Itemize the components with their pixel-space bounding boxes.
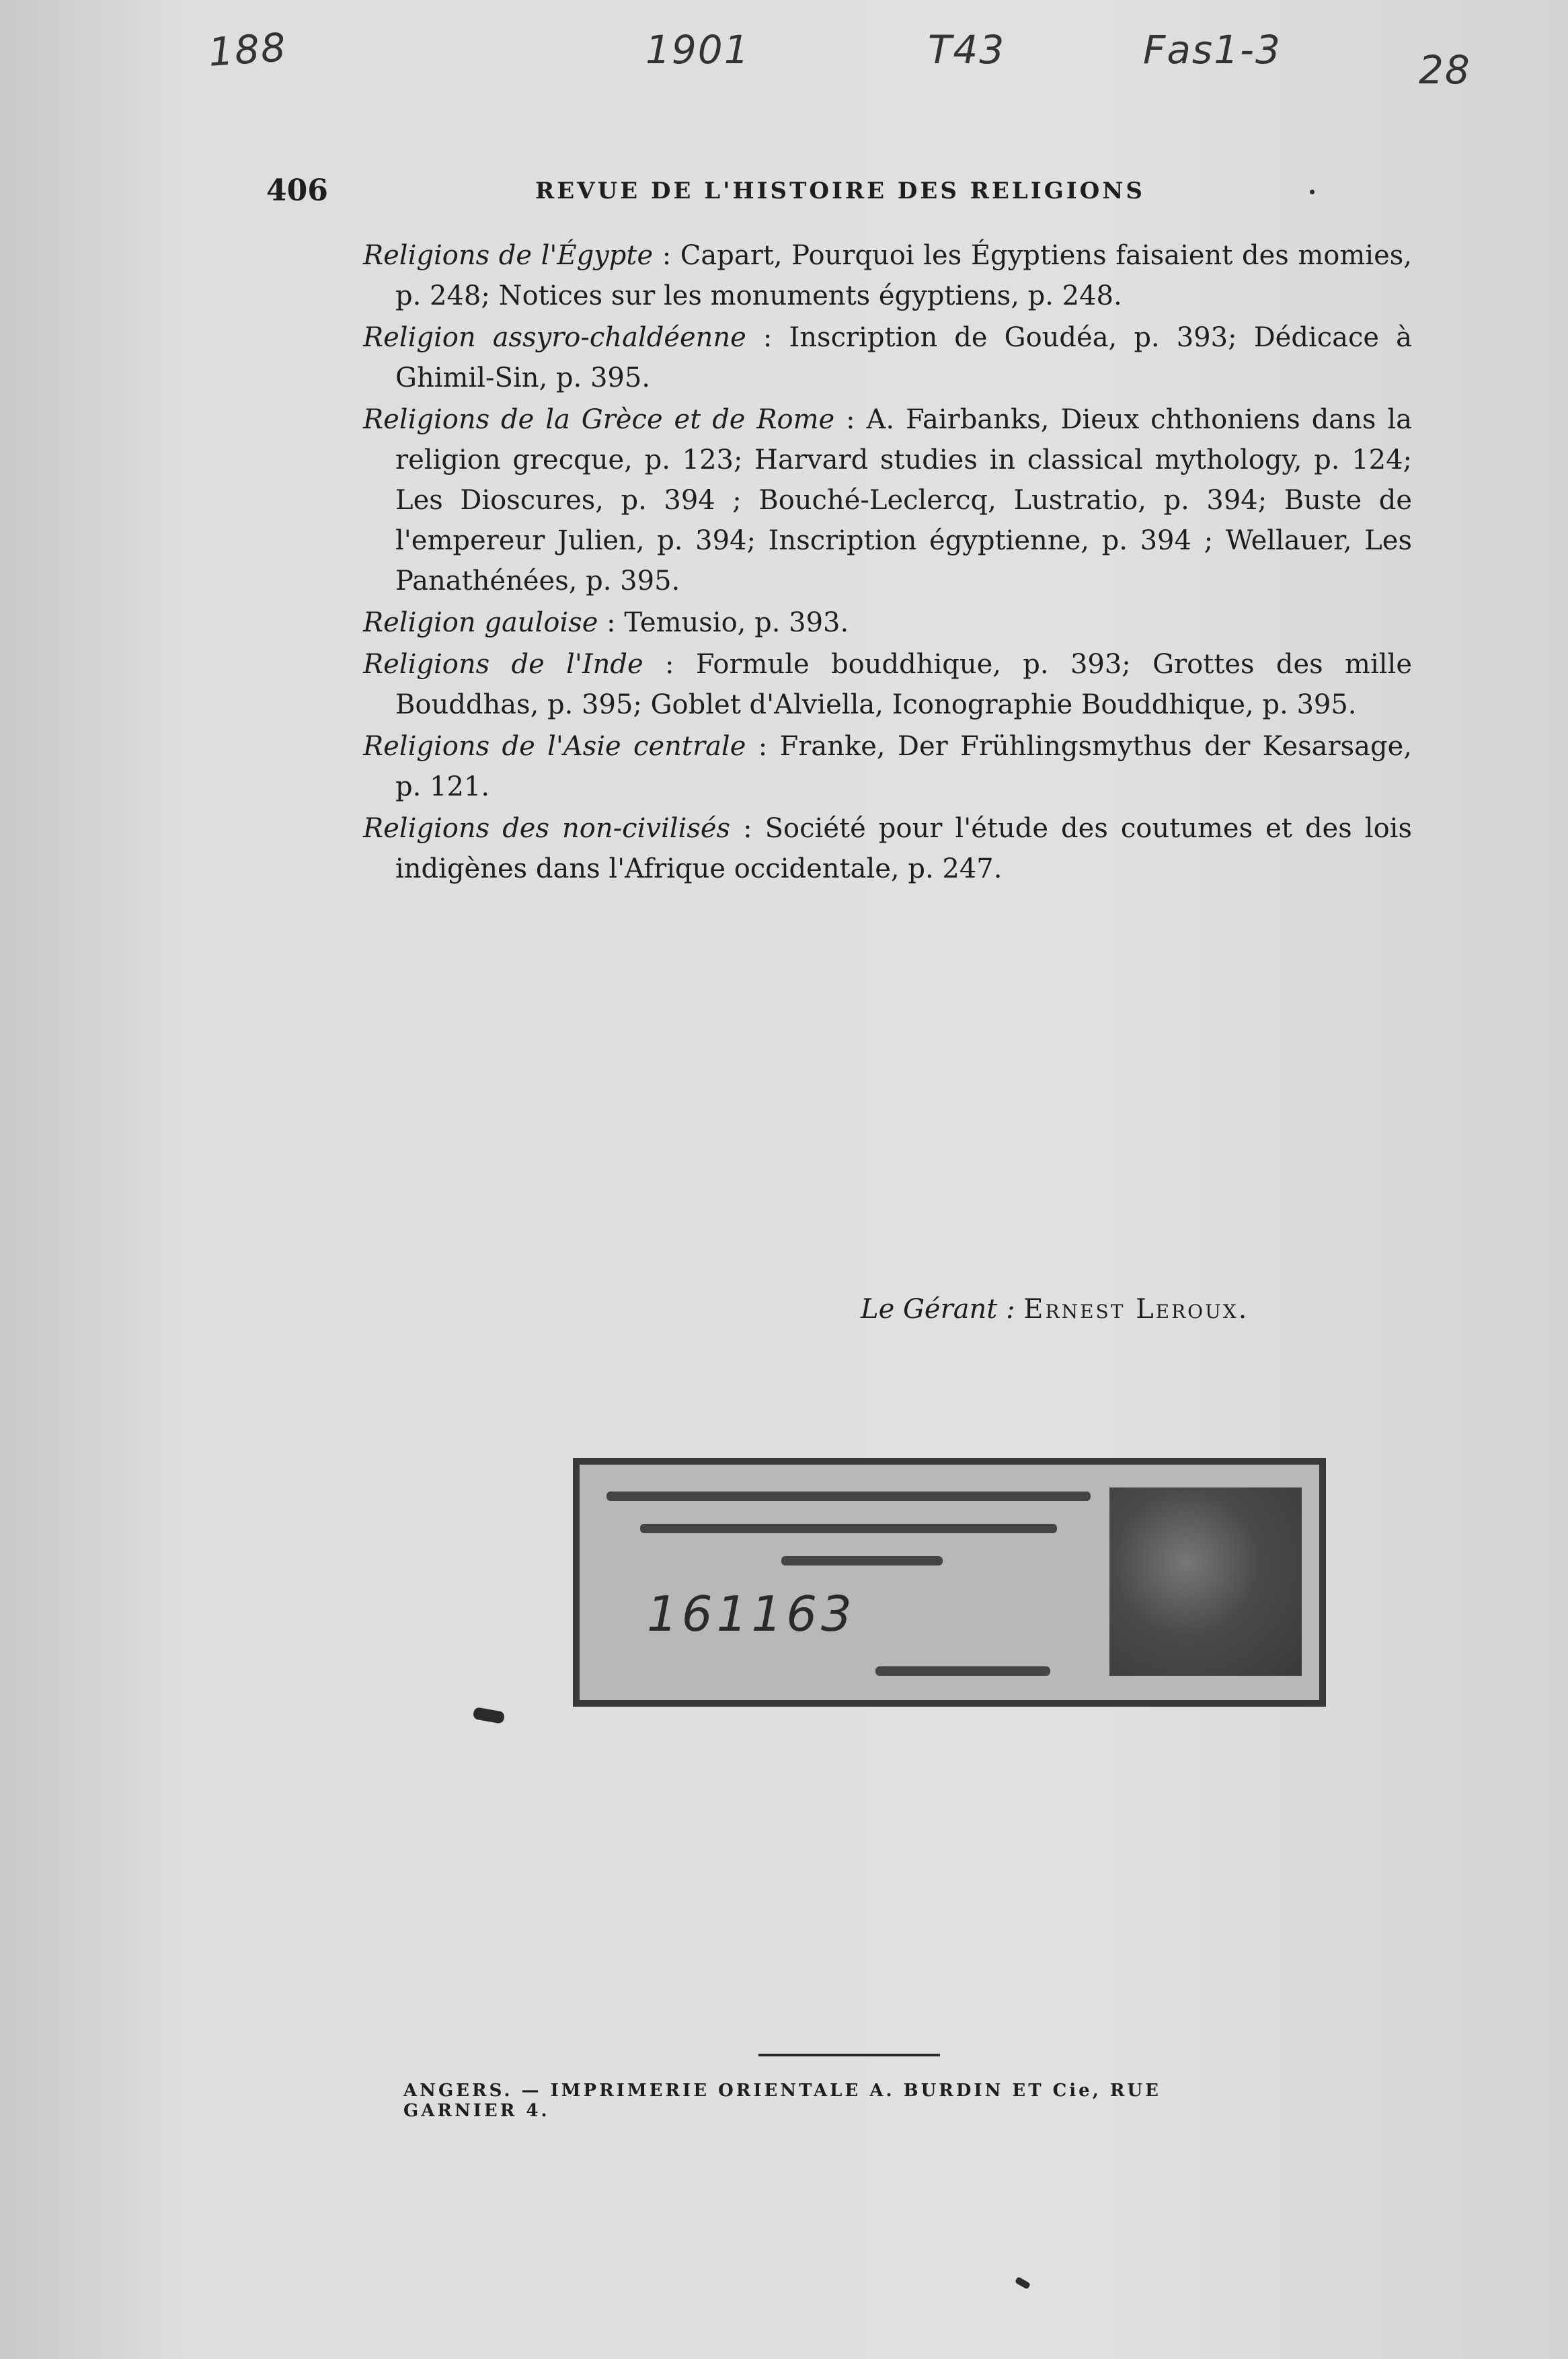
index-entry xyxy=(363,317,1412,398)
entry-text: : Inscription de Goudéa, p. 393; Dédicace à Ghimil-Sin, p. 395. xyxy=(395,322,1412,393)
entry-text: : Franke, Der Frühlingsmythus der Kesarsage, p. 121. xyxy=(395,731,1413,802)
publisher-signature xyxy=(861,1294,1249,1325)
stamp-arabic-line xyxy=(875,1666,1050,1676)
index-entry xyxy=(363,644,1412,725)
entry-label: Religions de la Grèce et de Rome xyxy=(363,404,835,435)
handwritten-note: 1901 xyxy=(645,27,750,73)
stamp-arabic-line xyxy=(781,1556,943,1565)
index-list xyxy=(363,235,1412,890)
handwritten-note: T43 xyxy=(928,27,1006,73)
index-entry xyxy=(363,235,1412,316)
entry-label: Religion gauloise xyxy=(363,607,598,638)
stamp-registration-number: 161163 xyxy=(647,1586,856,1642)
library-stamp xyxy=(573,1458,1326,1707)
stamp-arabic-line xyxy=(640,1524,1057,1533)
entry-text: : Capart, Pourquoi les Égyptiens faisaient des momies, p. 248; Notices sur les monuments égyptiens, p. 248. xyxy=(395,240,1412,311)
stamp-emblem xyxy=(1109,1487,1302,1676)
ink-speck xyxy=(1310,190,1315,194)
index-entry xyxy=(363,808,1412,889)
entry-label: Religions de l'Égypte xyxy=(363,240,654,271)
journal-title: REVUE DE L'HISTOIRE DES RELIGIONS xyxy=(535,178,1145,204)
entry-label: Religions de l'Asie centrale xyxy=(363,731,746,762)
entry-text: : A. Fairbanks, Dieux chthoniens dans la religion grecque, p. 123; Harvard studies in classical mythology, p. 124; Les Dioscures, p. 394 ; Bouché-Leclercq, Lustratio, p. 394; Buste de l'empereur Julien, p. 394; Inscription égyptienne, p. 394 ; Wellauer, Les Panathénées, p. 395. xyxy=(395,404,1412,596)
index-entry xyxy=(363,603,1412,643)
entry-label: Religion assyro-chaldéenne xyxy=(363,322,746,353)
page-number: 406 xyxy=(266,173,328,208)
handwritten-note: 188 xyxy=(206,24,288,75)
entry-label: Religions de l'Inde xyxy=(363,649,643,680)
signature-label: Le Gérant : xyxy=(861,1294,1015,1325)
printer-imprint: ANGERS. — IMPRIMERIE ORIENTALE A. BURDIN ET Cie, RUE GARNIER 4. xyxy=(403,2081,1161,2121)
index-entry xyxy=(363,399,1412,601)
signature-name: Ernest Leroux. xyxy=(1023,1294,1249,1325)
entry-text: : Formule bouddhique, p. 393; Grottes des mille Bouddhas, p. 395; Goblet d'Alviella, Iconographie Bouddhique, p. 395. xyxy=(395,649,1412,720)
handwritten-note: Fas1-3 xyxy=(1143,27,1282,73)
entry-label: Religions des non-civilisés xyxy=(363,813,731,844)
entry-text: : Société pour l'étude des coutumes et des lois indigènes dans l'Afrique occidentale, p. 247. xyxy=(395,813,1412,884)
handwritten-note: 28 xyxy=(1419,47,1471,93)
index-entry xyxy=(363,726,1412,807)
running-head xyxy=(266,173,1409,214)
stamp-arabic-line xyxy=(606,1492,1091,1501)
entry-text: : Temusio, p. 393. xyxy=(598,607,849,638)
footer-rule xyxy=(758,2054,940,2056)
